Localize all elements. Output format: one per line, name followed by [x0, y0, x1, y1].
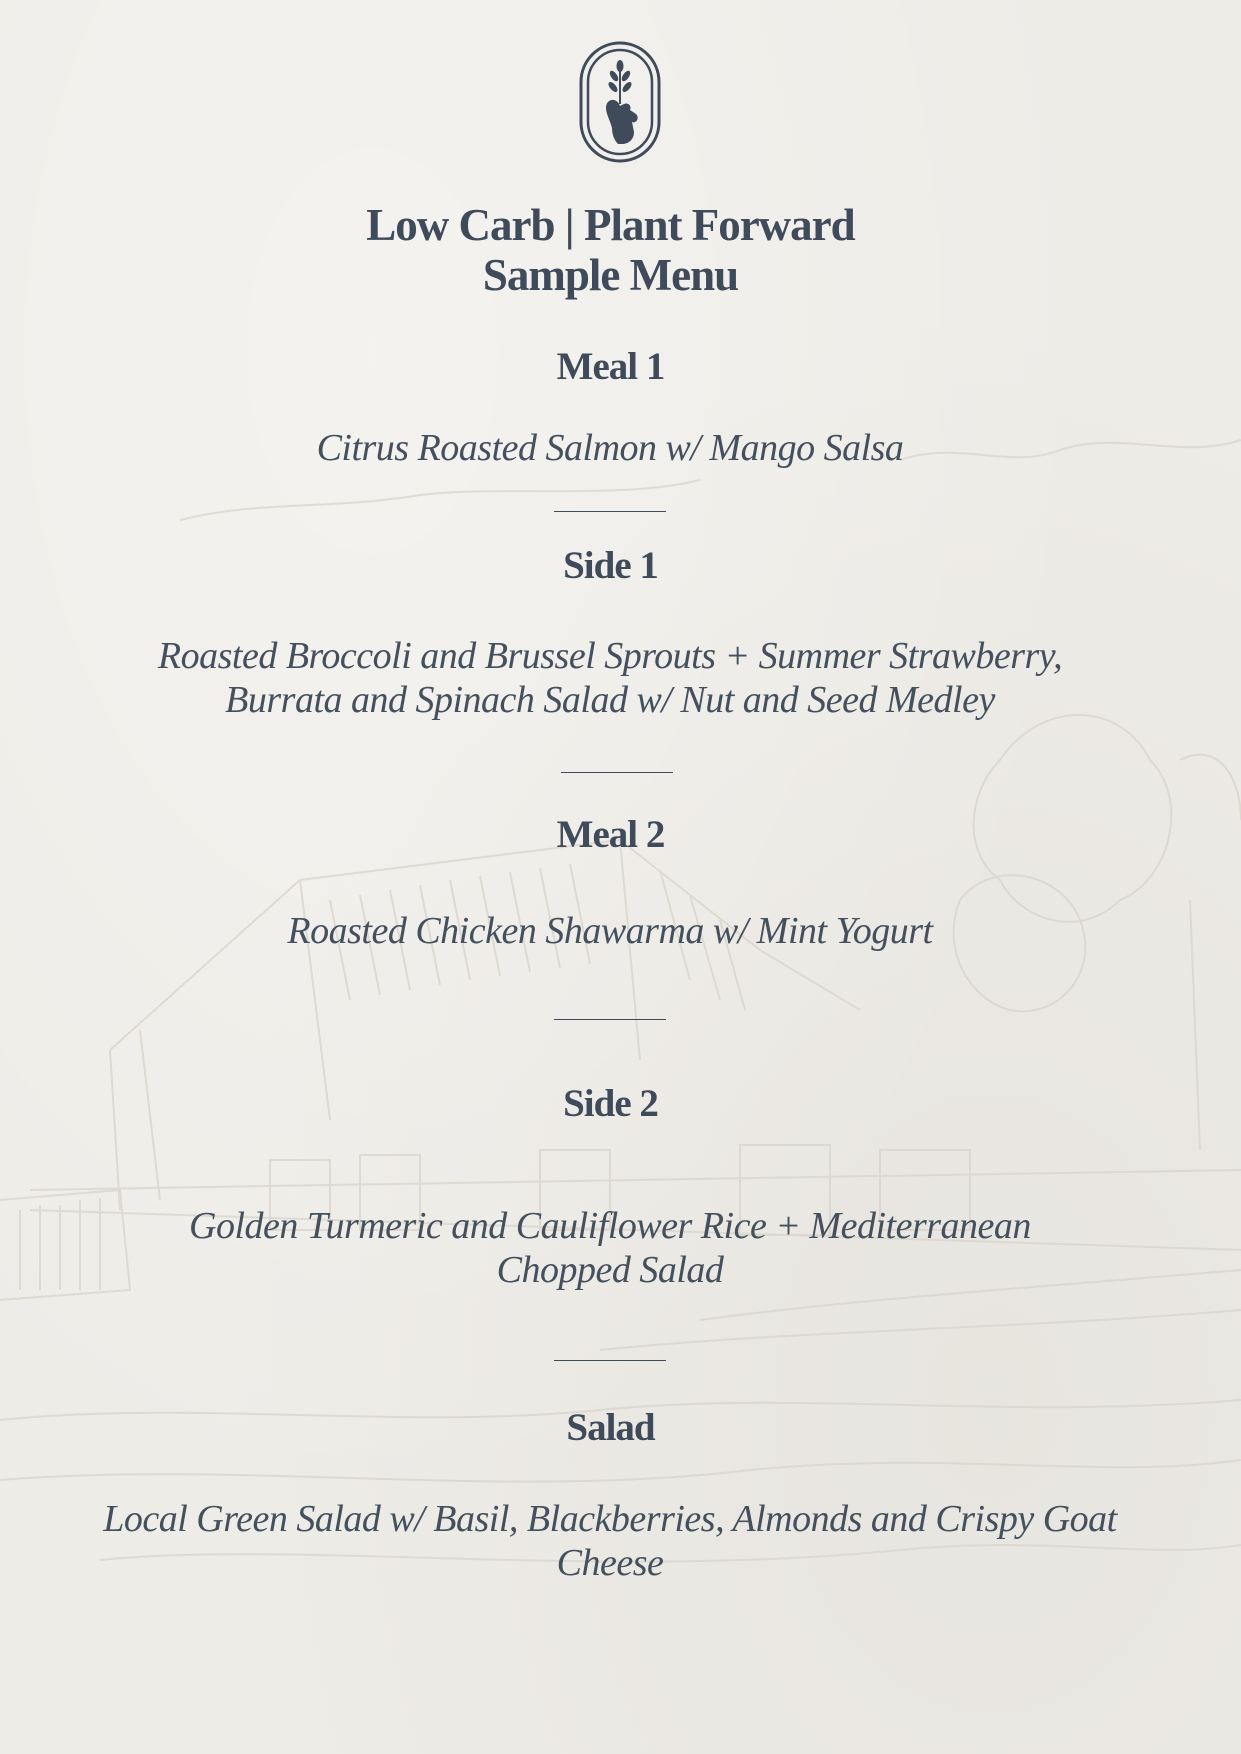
menu-title-line1: Low Carb | Plant Forward: [366, 200, 855, 250]
section-heading-meal-1: Meal 1: [556, 345, 665, 388]
section-divider: [554, 511, 666, 512]
section-heading-side-1: Side 1: [563, 544, 658, 587]
dish-meal-2-line-1: Roasted Chicken Shawarma w/ Mint Yogurt: [287, 910, 933, 952]
section-divider: [561, 772, 673, 773]
dish-side-1-line-2: Burrata and Spinach Salad w/ Nut and Seed Medley: [225, 679, 995, 721]
dish-meal-1-line-1: Citrus Roasted Salmon w/ Mango Salsa: [316, 427, 904, 469]
section-divider: [554, 1360, 666, 1361]
dish-salad-line-2: Cheese: [556, 1542, 664, 1584]
section-heading-salad: Salad: [566, 1406, 655, 1449]
section-divider: [554, 1019, 666, 1020]
dish-side-1-line-1: Roasted Broccoli and Brussel Sprouts + Summer Strawberry,: [157, 635, 1063, 677]
section-heading-meal-2: Meal 2: [556, 813, 665, 856]
menu-title-line2: Sample Menu: [482, 250, 739, 300]
dish-side-2-line-1: Golden Turmeric and Cauliflower Rice + Mediterranean: [189, 1205, 1031, 1247]
dish-side-2-line-2: Chopped Salad: [496, 1249, 724, 1291]
dish-salad-line-1: Local Green Salad w/ Basil, Blackberries, Almonds and Crispy Goat: [103, 1498, 1117, 1540]
section-heading-side-2: Side 2: [563, 1082, 658, 1125]
